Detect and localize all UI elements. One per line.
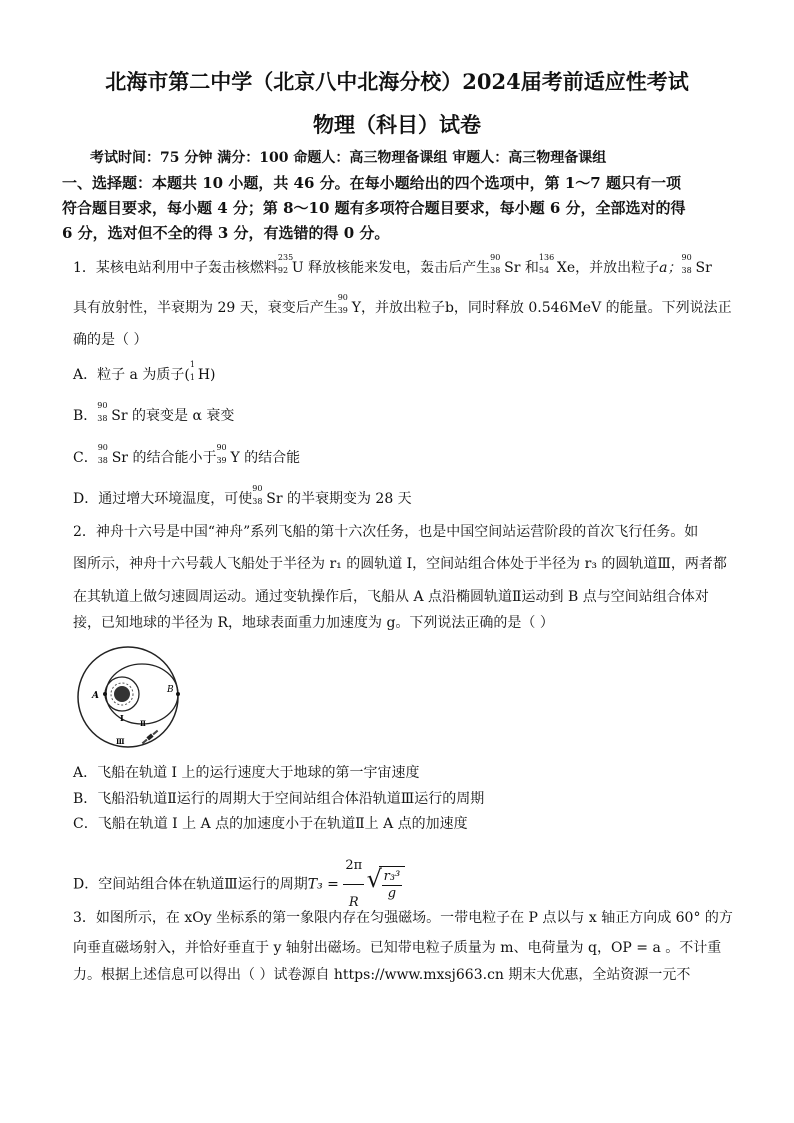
q3-line3: 力。根据上述信息可以得出（ ）试卷源自 https://www.mxsj663.cn 期末大优惠，全站资源一元不 xyxy=(73,967,691,983)
q2-line3: 在其轨道上做匀速圆周运动。通过变轨操作后，飞船从 A 点沿椭圆轨道Ⅱ运动到 B 点与空间站组合体对 xyxy=(73,589,709,605)
section1-line3: 6 分，选对但不全的得 3 分，有选错的得 0 分。 xyxy=(62,224,390,242)
q2-line2: 图所示，神舟十六号载人飞船处于半径为 r₁ 的圆轨道 I，空间站组合体处于半径为 r₃ 的圆轨道Ⅲ，两者都 xyxy=(73,556,727,572)
nuclide-Xe: 136 54 xyxy=(538,253,555,275)
q1-line2: 具有放射性，半衰期为 29 天，衰变后产生 90 39 Y，并放出粒子b，同时释放 0.546MeV 的能量。下列说法正 xyxy=(73,293,732,316)
section1-line1: 一、选择题：本题共 10 小题，共 46 分。在每小题给出的四个选项中，第 1～7 题只有一项 xyxy=(62,174,681,192)
q1-line1: 1．某核电站利用中子轰击核燃料 235 92 U 释放核能来发电，轰击后产生 90 38 Sr 和 136 54 Xe，并放出粒子a； 90 38 Sr xyxy=(73,253,712,276)
label-i: I xyxy=(120,713,124,723)
q2-option-a: A．飞船在轨道 I 上的运行速度大于地球的第一宇宙速度 xyxy=(73,765,420,781)
nuclide-H: 1 1 xyxy=(189,360,195,382)
label-iii: Ⅲ xyxy=(116,737,125,746)
period-fraction: $\frac{2\pi}{R}$ xyxy=(343,848,364,921)
point-b-marker xyxy=(176,692,180,696)
earth-icon xyxy=(114,686,130,702)
q2-line4: 接，已知地球的半径为 R，地球表面重力加速度为 g。下列说法正确的是（ ） xyxy=(73,615,554,631)
nuclide-Sr: 90 38 xyxy=(490,253,501,275)
nuclide-U: 235 92 xyxy=(277,253,294,275)
q2-line1: 2．神舟十六号是中国“神舟”系列飞船的第十六次任务，也是中国空间站运营阶段的首次飞行任务。如 xyxy=(73,524,699,540)
q1-option-b: B． 90 38 Sr 的衰变是 α 衰变 xyxy=(73,401,235,424)
nuclide-Sr: 90 38 xyxy=(681,253,692,275)
exam-title: 北海市第二中学（北京八中北海分校）2024届考前适应性考试 xyxy=(105,69,689,94)
q2-option-d: D．空间站组合体在轨道Ⅲ运行的周期T₃ = $\frac{2\pi}{R}$ √ $\frac{\text{r₃³}}{g}$ xyxy=(73,848,405,921)
section1-line2: 符合题目要求，每小题 4 分；第 8～10 题有多项符合题目要求，每小题 6 分，全部选对的得 xyxy=(62,199,686,217)
nuclide-Y: 90 39 xyxy=(337,293,348,315)
q2-option-c: C．飞船在轨道 I 上 A 点的加速度小于在轨道Ⅱ上 A 点的加速度 xyxy=(73,816,468,832)
q1-option-d: D．通过增大环境温度，可使 90 38 Sr 的半衰期变为 28 天 xyxy=(73,484,412,507)
q1-option-c: C． 90 38 Sr 的结合能小于 90 39 Y 的结合能 xyxy=(73,443,301,466)
exam-subtitle: 物理（科目）试卷 xyxy=(313,112,481,137)
q2-option-b: B．飞船沿轨道Ⅱ运行的周期大于空间站组合体沿轨道Ⅲ运行的周期 xyxy=(73,791,485,807)
q1-line3: 确的是（ ） xyxy=(73,332,148,348)
label-ii: Ⅱ xyxy=(140,719,146,728)
q1-option-a: A．粒子 a 为质子( 1 1 H) xyxy=(73,360,216,383)
label-a: A xyxy=(92,691,99,701)
period-sqrt: √ $\frac{\text{r₃³}}{g}$ xyxy=(379,866,406,903)
label-b: B xyxy=(167,685,174,695)
point-a-marker xyxy=(103,692,107,696)
orbit-diagram xyxy=(70,645,190,750)
q3-line2: 向垂直磁场射入，并恰好垂直于 y 轴射出磁场。已知带电粒子质量为 m、电荷量为 q，OP = a 。不计重 xyxy=(73,940,722,956)
q3-line1: 3．如图所示，在 xOy 坐标系的第一象限内存在匀强磁场。一带电粒子在 P 点以与 x 轴正方向成 60° 的方 xyxy=(73,910,733,926)
exam-info: 考试时间：75 分钟 满分：100 命题人：高三物理备课组 审题人：高三物理备课组 xyxy=(90,150,607,166)
